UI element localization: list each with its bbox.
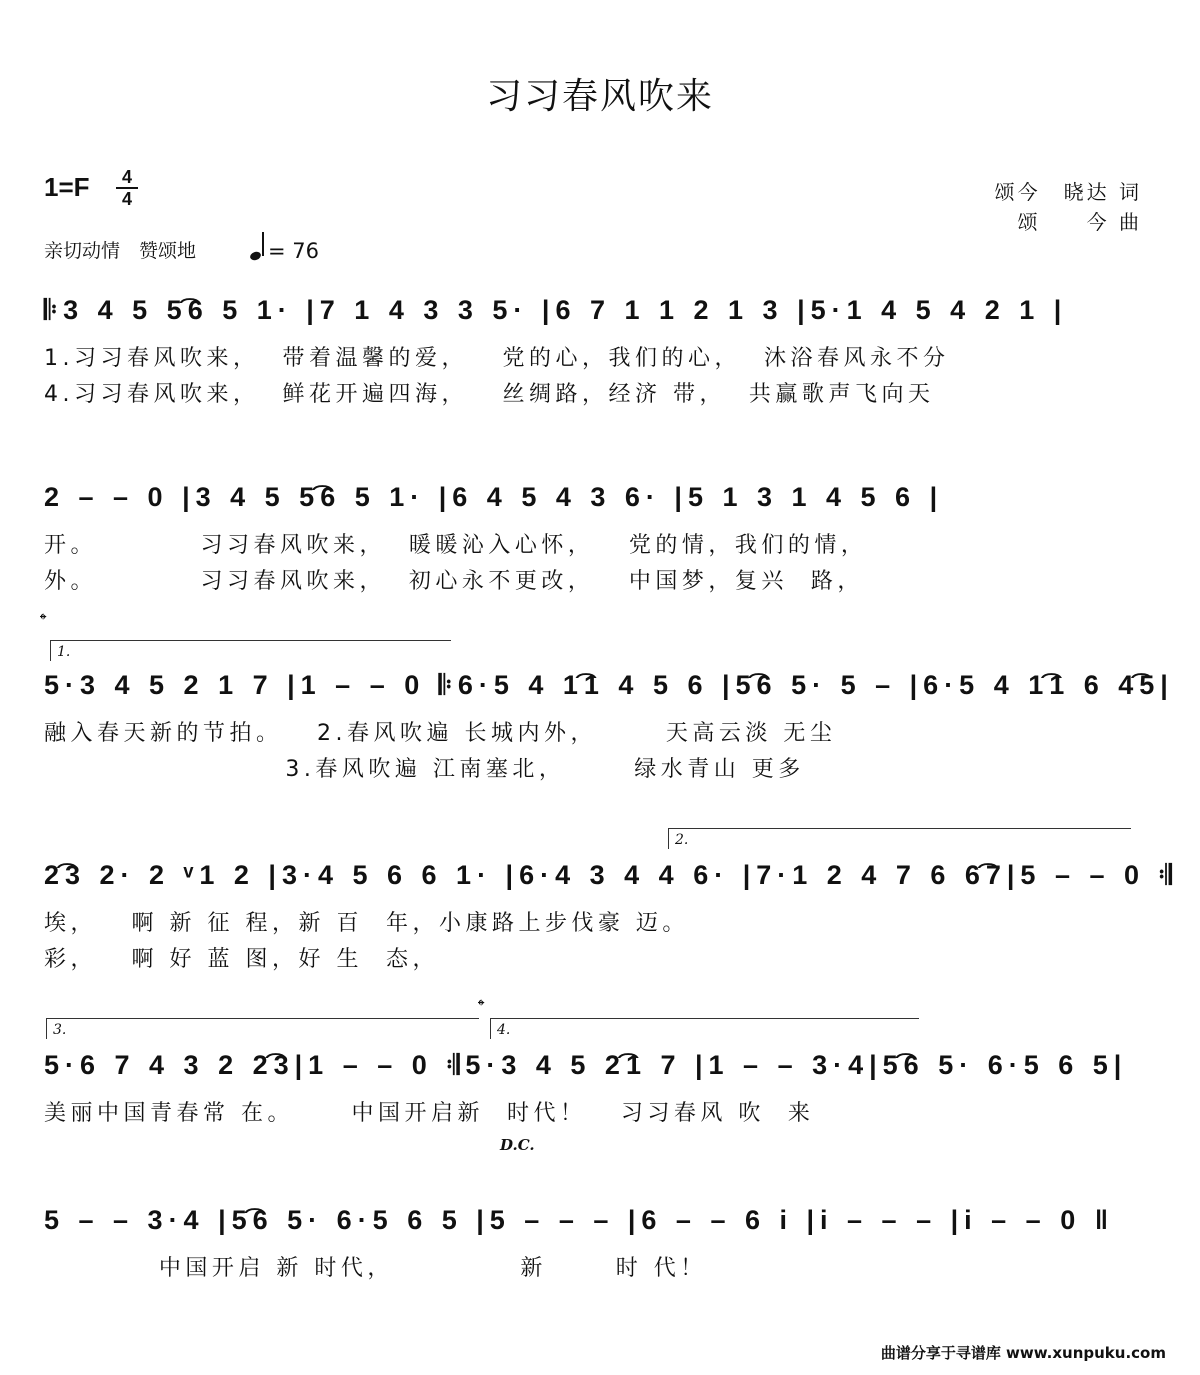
volta-bracket: 2. — [668, 828, 1131, 849]
composer-credit: 颂 今 曲 — [1017, 210, 1142, 234]
time-signature — [116, 168, 138, 208]
expression-marking: 亲切动情 赞颂地 — [44, 240, 197, 262]
lyric-line: 4.习习春风吹来， 鲜花开遍四海， 丝绸路，经济 带， 共赢歌声飞向天 — [44, 382, 935, 407]
lyricist-credit: 颂今 晓达 词 — [994, 180, 1142, 204]
notes-line: 5·3 4 5 2 1 7 |1 – – 0 𝄆6·5 4 1͡1 4 5 6 |5͡6 5· 5 – |6·5 4 1͡1 6 4͡5| — [44, 670, 1174, 700]
notes-line: 5·6 7 4 3 2 2͡3|1 – – 0 𝄇5·3 4 5 2͡1 7 |1 – – 3·4|5͡6 5· 6·5 6 5| — [44, 1050, 1128, 1080]
lyric-line: 中国开启 新 时代， 新 时 代！ — [44, 1256, 707, 1281]
tempo-marking — [250, 234, 319, 263]
song-title: 习习春风吹来 — [485, 76, 714, 117]
dc-marking: D.C. — [500, 1136, 535, 1154]
lyric-line: 1.习习春风吹来， 带着温馨的爱， 党的心，我们的心， 沐浴春风永不分 — [44, 346, 950, 371]
lyric-line: 彩， 啊 好 蓝 图，好 生 态， — [44, 947, 439, 972]
lyric-line: 美丽中国青春常 在。 中国开启新 时代！ 习习春风 吹 来 — [44, 1101, 815, 1126]
notes-line: 𝄆3 4 5 5͡6 5 1· |7 1 4 3 3 5· |6 7 1 1 2 1 3 |5·1 4 5 4 2 1 | — [44, 295, 1068, 325]
notes-line: 2͡3 2· 2 ᵛ1 2 |3·4 5 6 6 1· |6·4 3 4 4 6· |7·1 2 4 7 6 6͡7|5 – – 0 𝄇 — [44, 860, 1178, 890]
quarter-note-icon — [249, 250, 262, 261]
notes-line: 2 – – 0 |3 4 5 5͡6 5 1· |6 4 5 4 3 6· |5 1 3 1 4 5 6 | — [44, 482, 944, 512]
lyric-line: 埃， 啊 新 征 程，新 百 年，小康路上步伐豪 迈。 — [44, 911, 689, 936]
tempo-value: = 76 — [268, 239, 319, 263]
time-signature-top: 4 — [121, 167, 132, 187]
volta-bracket: 1. — [50, 640, 451, 661]
volta-bracket: 3. — [46, 1018, 479, 1039]
lyric-line: 3.春风吹遍 江南塞北， 绿水青山 更多 — [44, 757, 805, 782]
notes-line: 5 – – 3·4 |5͡6 5· 6·5 6 5 |5 – – – |6 – – 6 i |i – – – |i – – 0 ‖ — [44, 1205, 1115, 1235]
time-signature-bottom: 4 — [121, 189, 132, 209]
lyric-line: 开。 习习春风吹来， 暖暖沁入心怀， 党的情，我们的情， — [44, 533, 868, 558]
segno-icon: 𝄌 — [40, 610, 47, 631]
volta-bracket: 4. — [490, 1018, 919, 1039]
segno-icon: 𝄌 — [478, 996, 485, 1017]
lyric-line: 融入春天新的节拍。 2.春风吹遍 长城内外， 天高云淡 无尘 — [44, 721, 837, 746]
key-signature: 1=F — [44, 172, 90, 202]
footer-credit: 曲谱分享于寻谱库 www.xunpuku.com — [880, 1344, 1166, 1362]
lyric-line: 外。 习习春风吹来， 初心永不更改， 中国梦，复兴 路， — [44, 569, 864, 594]
